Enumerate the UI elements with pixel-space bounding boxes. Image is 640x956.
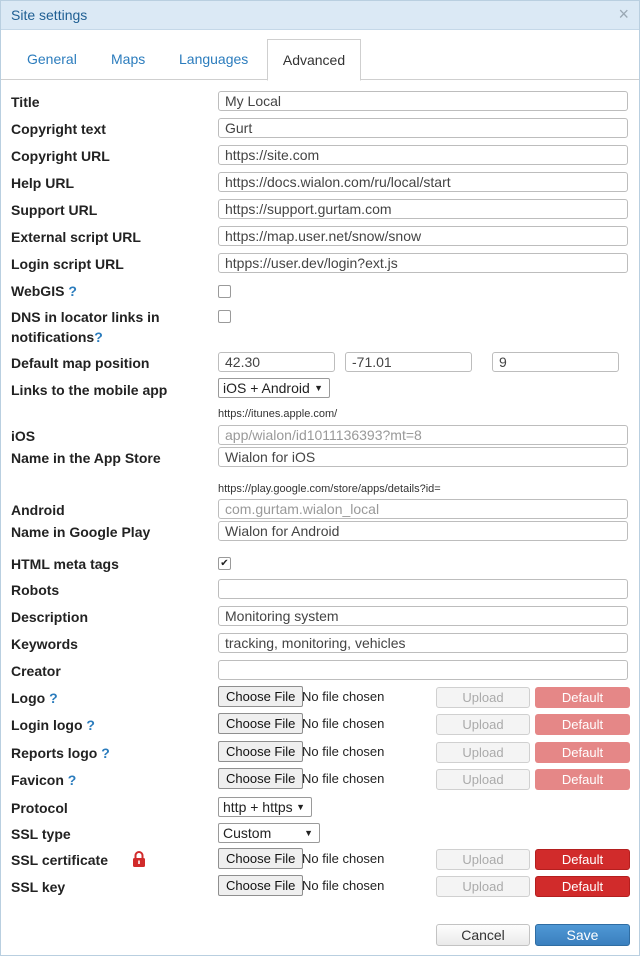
map-latitude-input[interactable]: 42.30 bbox=[218, 352, 335, 372]
dialog-title: Site settings bbox=[11, 7, 88, 23]
reports-logo-label bbox=[11, 745, 110, 761]
webgis-help-icon[interactable]: ? bbox=[68, 283, 77, 299]
login-logo-file-status: No file chosen bbox=[302, 716, 385, 731]
reports-logo-label-text: Reports logo bbox=[11, 745, 98, 761]
ssl-key-default-button[interactable]: Default bbox=[535, 876, 630, 897]
login-logo-label bbox=[11, 717, 95, 733]
ssl-certificate-upload-button[interactable]: Upload bbox=[436, 849, 530, 870]
tab-general[interactable]: General bbox=[27, 51, 77, 67]
map-longitude-input[interactable]: -71.01 bbox=[345, 352, 472, 372]
logo-label bbox=[11, 690, 58, 706]
login-logo-help-icon[interactable]: ? bbox=[86, 717, 95, 733]
help-url-input[interactable]: https://docs.wialon.com/ru/local/start bbox=[218, 172, 628, 192]
logo-choose-file-button[interactable]: Choose File bbox=[218, 686, 303, 707]
dns-locator-help-icon[interactable]: ? bbox=[94, 329, 103, 345]
login-script-url-label: Login script URL bbox=[11, 256, 124, 272]
google-play-name-input[interactable]: Wialon for Android bbox=[218, 521, 628, 541]
favicon-help-icon[interactable]: ? bbox=[67, 772, 77, 788]
login-logo-default-button[interactable]: Default bbox=[535, 714, 630, 735]
login-logo-choose-file-button[interactable]: Choose File bbox=[218, 713, 303, 734]
tab-maps[interactable]: Maps bbox=[111, 51, 146, 67]
keywords-input[interactable]: tracking, monitoring, vehicles bbox=[218, 633, 628, 653]
ssl-key-choose-file-button[interactable]: Choose File bbox=[218, 875, 303, 896]
logo-help-icon[interactable]: ? bbox=[49, 690, 58, 706]
mobile-links-label: Links to the mobile app bbox=[11, 382, 168, 398]
html-meta-tags-checkbox[interactable]: ✔ bbox=[218, 557, 231, 570]
cancel-button[interactable]: Cancel bbox=[436, 924, 530, 946]
chevron-down-icon: ▼ bbox=[296, 802, 305, 812]
login-logo-upload-button[interactable]: Upload bbox=[436, 714, 530, 735]
app-store-name-label: Name in the App Store bbox=[11, 450, 161, 466]
ssl-certificate-file-status: No file chosen bbox=[302, 851, 385, 866]
webgis-checkbox[interactable] bbox=[218, 285, 231, 298]
ssl-type-selected: Custom bbox=[223, 825, 272, 841]
ssl-key-label: SSL key bbox=[11, 879, 66, 895]
app-store-name-input[interactable]: Wialon for iOS bbox=[218, 447, 628, 467]
favicon-upload-button[interactable]: Upload bbox=[436, 769, 530, 790]
ssl-certificate-default-button[interactable]: Default bbox=[535, 849, 630, 870]
logo-label-text: Logo bbox=[11, 690, 46, 706]
logo-upload-button[interactable]: Upload bbox=[436, 687, 530, 708]
webgis-label-text: WebGIS bbox=[11, 283, 65, 299]
html-meta-tags-label: HTML meta tags bbox=[11, 556, 119, 572]
dns-locator-label-line2 bbox=[11, 329, 103, 345]
dns-locator-checkbox[interactable] bbox=[218, 310, 231, 323]
description-input[interactable]: Monitoring system bbox=[218, 606, 628, 626]
ios-label: iOS bbox=[11, 428, 36, 444]
tab-bar bbox=[1, 39, 639, 80]
reports-logo-file-status: No file chosen bbox=[302, 744, 385, 759]
protocol-label: Protocol bbox=[11, 800, 68, 816]
google-play-name-label: Name in Google Play bbox=[11, 524, 151, 540]
ssl-certificate-choose-file-button[interactable]: Choose File bbox=[218, 848, 303, 869]
description-label: Description bbox=[11, 609, 89, 625]
chevron-down-icon: ▼ bbox=[314, 383, 323, 393]
support-url-label: Support URL bbox=[11, 202, 98, 218]
help-url-label: Help URL bbox=[11, 175, 74, 191]
ios-url-prefix: https://itunes.apple.com/ bbox=[218, 408, 338, 420]
robots-label: Robots bbox=[11, 582, 60, 598]
login-script-url-input[interactable]: htpps://user.dev/login?ext.js bbox=[218, 253, 628, 273]
tab-languages[interactable]: Languages bbox=[179, 51, 249, 67]
ssl-key-upload-button[interactable]: Upload bbox=[436, 876, 530, 897]
title-bar bbox=[1, 1, 639, 30]
protocol-selected: http + https bbox=[223, 799, 293, 815]
close-icon[interactable]: × bbox=[618, 4, 629, 24]
copyright-text-input[interactable]: Gurt bbox=[218, 118, 628, 138]
android-url-prefix: https://play.google.com/store/apps/details?id= bbox=[218, 483, 441, 495]
external-script-url-label: External script URL bbox=[11, 229, 141, 245]
tab-advanced[interactable]: Advanced bbox=[267, 39, 361, 81]
mobile-links-selected: iOS + Android bbox=[223, 380, 310, 396]
favicon-file-status: No file chosen bbox=[302, 771, 385, 786]
map-zoom-input[interactable]: 9 bbox=[492, 352, 619, 372]
reports-logo-default-button[interactable]: Default bbox=[535, 742, 630, 763]
ssl-key-file-status: No file chosen bbox=[302, 878, 385, 893]
keywords-label: Keywords bbox=[11, 636, 78, 652]
android-label: Android bbox=[11, 502, 65, 518]
robots-input[interactable] bbox=[218, 579, 628, 599]
chevron-down-icon: ▼ bbox=[304, 828, 313, 838]
title-input[interactable]: My Local bbox=[218, 91, 628, 111]
favicon-default-button[interactable]: Default bbox=[535, 769, 630, 790]
creator-label: Creator bbox=[11, 663, 61, 679]
support-url-input[interactable]: https://support.gurtam.com bbox=[218, 199, 628, 219]
save-button[interactable]: Save bbox=[535, 924, 630, 946]
ssl-type-label: SSL type bbox=[11, 826, 71, 842]
webgis-label bbox=[11, 283, 77, 299]
creator-input[interactable] bbox=[218, 660, 628, 680]
login-logo-label-text: Login logo bbox=[11, 717, 83, 733]
protocol-select[interactable] bbox=[218, 797, 312, 817]
external-script-url-input[interactable]: https://map.user.net/snow/snow bbox=[218, 226, 628, 246]
copyright-url-input[interactable]: https://site.com bbox=[218, 145, 628, 165]
android-app-input[interactable]: com.gurtam.wialon_local bbox=[218, 499, 628, 519]
logo-file-status: No file chosen bbox=[302, 689, 385, 704]
reports-logo-upload-button[interactable]: Upload bbox=[436, 742, 530, 763]
favicon-label bbox=[11, 772, 76, 788]
copyright-text-label: Copyright text bbox=[11, 121, 106, 137]
title-label: Title bbox=[11, 94, 40, 110]
favicon-label-text: Favicon bbox=[11, 772, 64, 788]
lock-icon bbox=[132, 851, 146, 867]
logo-default-button[interactable]: Default bbox=[535, 687, 630, 708]
copyright-url-label: Copyright URL bbox=[11, 148, 110, 164]
reports-logo-help-icon[interactable]: ? bbox=[101, 745, 110, 761]
dns-locator-label-line1: DNS in locator links in bbox=[11, 309, 160, 325]
default-map-position-label: Default map position bbox=[11, 355, 150, 371]
ssl-certificate-label: SSL certificate bbox=[11, 852, 109, 868]
ssl-type-select[interactable] bbox=[218, 823, 320, 843]
reports-logo-choose-file-button[interactable]: Choose File bbox=[218, 741, 303, 762]
dns-locator-label-text: notifications bbox=[11, 329, 95, 345]
mobile-links-select[interactable] bbox=[218, 378, 330, 398]
ios-app-input[interactable]: app/wialon/id1011136393?mt=8 bbox=[218, 425, 628, 445]
favicon-choose-file-button[interactable]: Choose File bbox=[218, 768, 303, 789]
